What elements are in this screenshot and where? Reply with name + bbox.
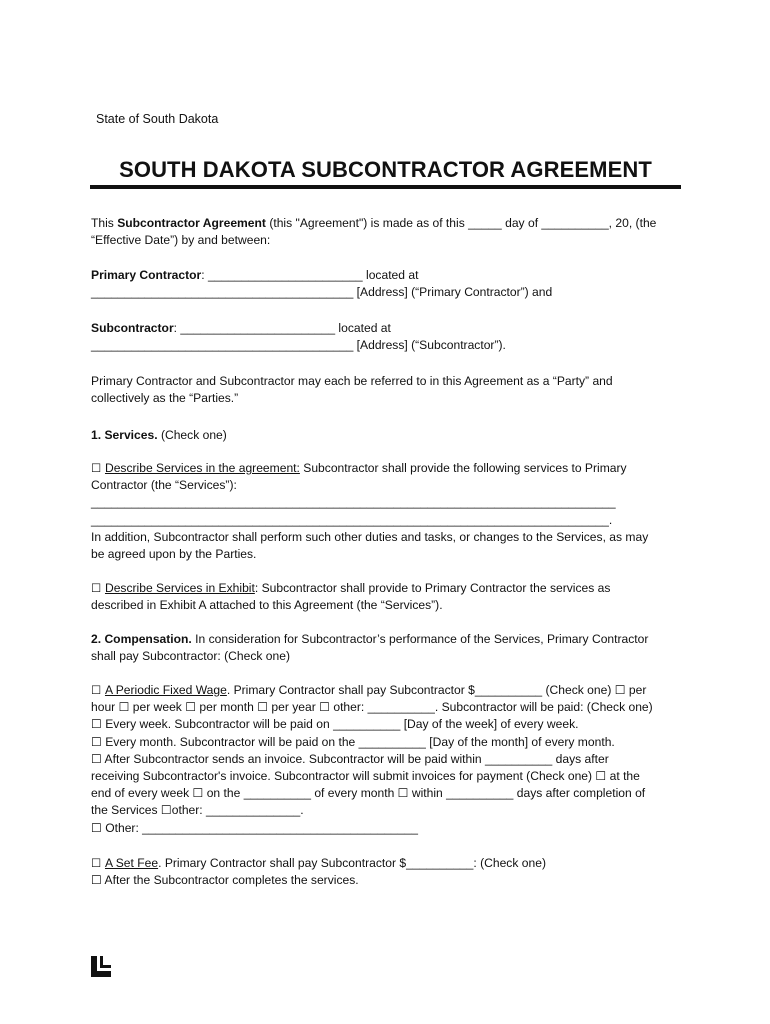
page-title: SOUTH DAKOTA SUBCONTRACTOR AGREEMENT (119, 157, 652, 182)
compensation-line-2: shall pay Subcontractor: (Check one) (91, 649, 290, 664)
periodic-wage-option (91, 682, 691, 837)
services-exhibit-text: : Subcontractor shall provide to Primary Contractor the services as (254, 581, 611, 595)
parties-paragraph (91, 373, 691, 407)
invoice-line-3: end of every week ☐ on the __________ of every month ☐ within __________ days after completion of (91, 786, 646, 801)
compensation-text: In consideration for Subcontractor’s performance of the Services, Primary Contractor (191, 632, 649, 646)
periodic-wage-label: A Periodic Fixed Wage (104, 683, 227, 697)
intro-paragraph (91, 215, 691, 249)
set-fee-text: . Primary Contractor shall pay Subcontractor $__________: (Check one) (158, 856, 546, 870)
compensation-heading: 2. Compensation. (91, 632, 192, 646)
intro-text-cont: (this "Agreement") is made as of this _____ day of __________, 20, (the (265, 216, 657, 230)
state-label: State of South Dakota (96, 112, 219, 126)
services-heading-note: (Check one) (157, 428, 227, 442)
pay-every-month-option: ☐ Every month. Subcontractor will be paid on the __________ [Day of the month] of every month. (91, 734, 615, 749)
services-heading-label: 1. Services. (91, 428, 158, 442)
set-fee-option (91, 855, 691, 889)
lawdistrict-logo-icon (91, 956, 111, 977)
primary-contractor-name-blank: : _______________________ located at (201, 268, 419, 282)
parties-line-1: Primary Contractor and Subcontractor may each be referred to in this Agreement as a “Party” and (91, 374, 613, 388)
primary-contractor-paragraph (91, 267, 691, 301)
intro-text: This (91, 216, 118, 230)
set-fee-label: A Set Fee (104, 856, 159, 870)
agreement-term: Subcontractor Agreement (117, 216, 266, 230)
services-agreement-line-2: Contractor (the “Services”): (91, 478, 237, 493)
parties-line-2: collectively as the “Parties.” (91, 391, 239, 406)
services-additional-line-1: In addition, Subcontractor shall perform such other duties and tasks, or changes to the Services, as may (91, 529, 649, 544)
services-agreement-checkbox[interactable]: ☐ (91, 461, 105, 475)
services-description-blank-2: _____________________________________________________________________________. (91, 512, 613, 527)
pay-after-invoice-option: ☐ After Subcontractor sends an invoice. Subcontractor will be paid within __________ days after (91, 751, 609, 766)
services-option-exhibit (91, 580, 691, 614)
periodic-wage-rate-options: hour ☐ per week ☐ per month ☐ per year ☐ other: __________. Subcontractor will be paid: (Check one) (91, 700, 653, 715)
primary-contractor-label: Primary Contractor (91, 268, 202, 282)
pay-other-option: ☐ Other: _________________________________________ (91, 820, 418, 835)
services-exhibit-line-2: described in Exhibit A attached to this Agreement (the “Services”). (91, 598, 443, 613)
periodic-wage-checkbox[interactable]: ☐ (91, 683, 105, 697)
primary-contractor-address-blank: _______________________________________ [Address] (“Primary Contractor”) and (91, 285, 553, 300)
subcontractor-name-blank: : _______________________ located at (173, 321, 391, 335)
subcontractor-paragraph (91, 320, 691, 354)
services-exhibit-checkbox[interactable]: ☐ (91, 581, 105, 595)
services-exhibit-label: Describe Services in Exhibit (104, 581, 255, 595)
services-heading (91, 427, 691, 444)
services-agreement-label: Describe Services in the agreement: (104, 461, 300, 475)
title-underline (90, 185, 681, 189)
services-agreement-text: Subcontractor shall provide the following services to Primary (299, 461, 627, 475)
services-option-agreement (91, 460, 691, 563)
compensation-paragraph (91, 631, 691, 665)
services-description-blank-1: ______________________________________________________________________________ (91, 495, 616, 510)
intro-line-2: “Effective Date”) by and between: (91, 233, 271, 248)
set-fee-after-completion-option: ☐ After the Subcontractor completes the services. (91, 873, 359, 888)
invoice-line-4: the Services ☐other: ______________. (91, 803, 304, 818)
services-additional-line-2: be agreed upon by the Parties. (91, 547, 257, 562)
set-fee-checkbox[interactable]: ☐ (91, 856, 105, 870)
invoice-line-2: receiving Subcontractor's invoice. Subcontractor will submit invoices for payment (Check one) ☐ at the (91, 769, 640, 784)
subcontractor-address-blank: _______________________________________ [Address] (“Subcontractor”). (91, 338, 506, 353)
pay-every-week-option: ☐ Every week. Subcontractor will be paid on __________ [Day of the week] of every week. (91, 717, 579, 732)
periodic-wage-text: . Primary Contractor shall pay Subcontractor $__________ (Check one) ☐ per (226, 683, 647, 697)
subcontractor-label: Subcontractor (91, 321, 174, 335)
